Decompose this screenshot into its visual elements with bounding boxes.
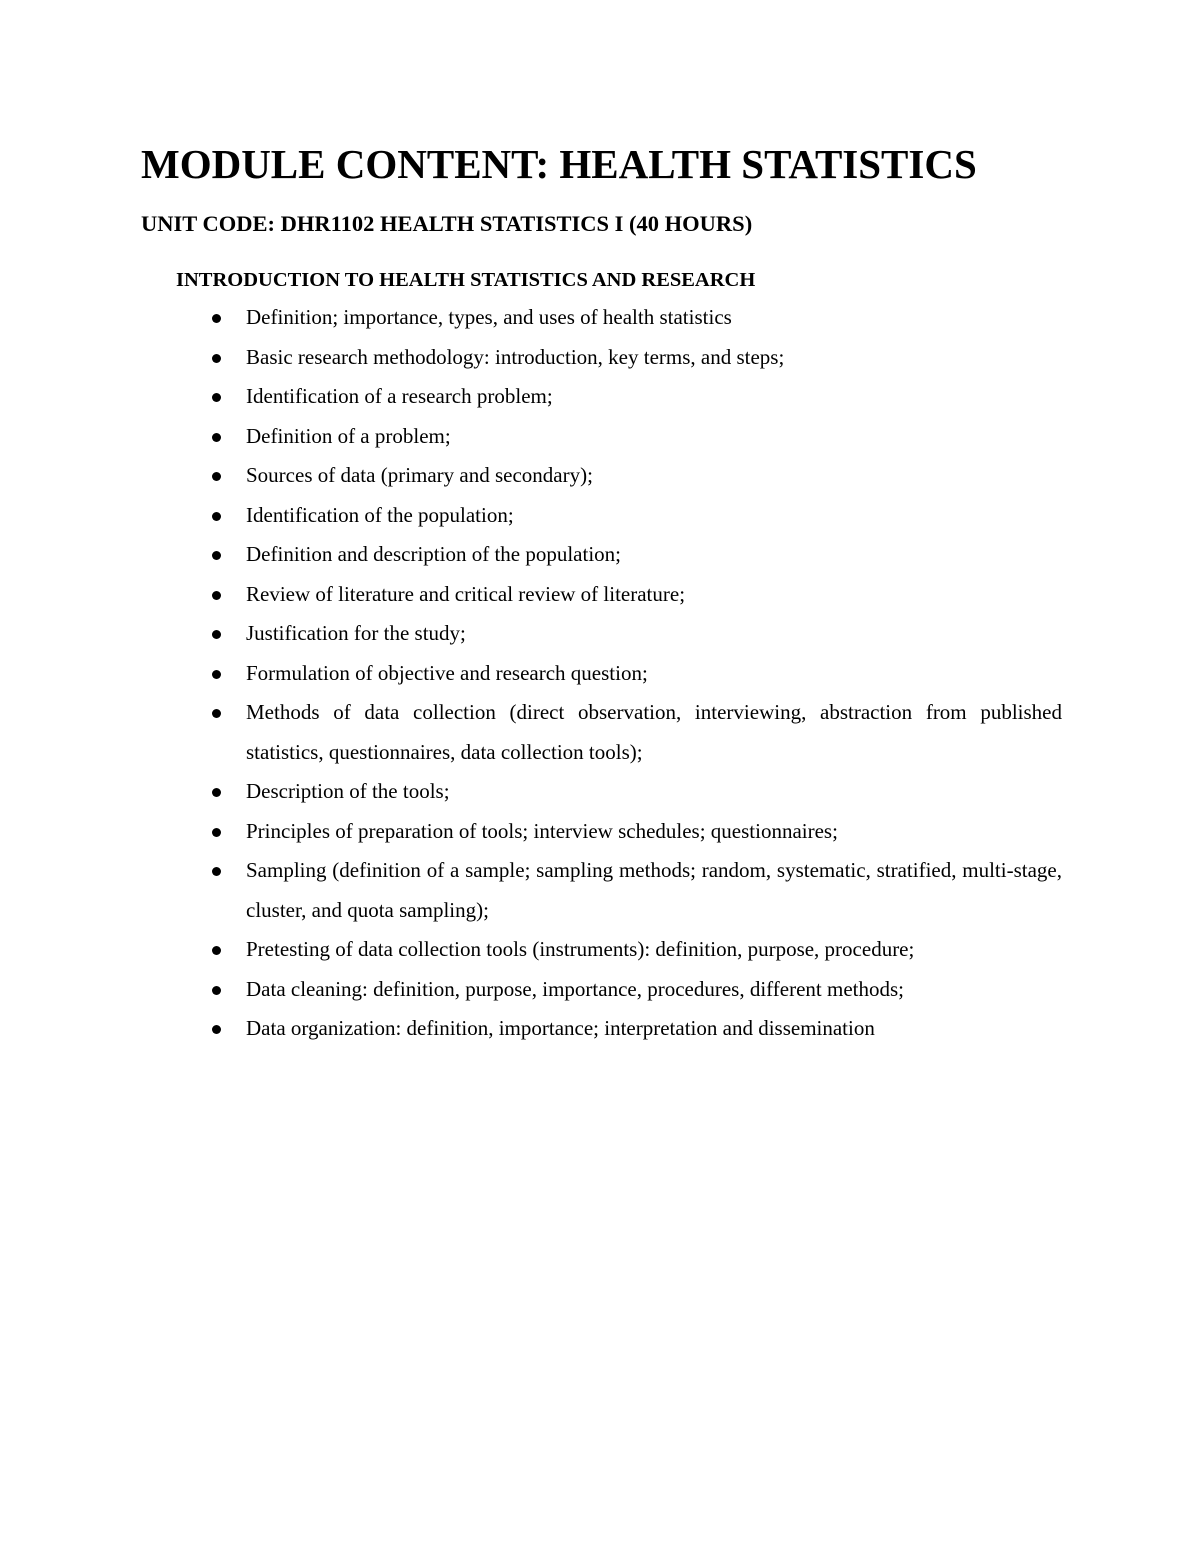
bullet-dot-icon <box>212 1025 221 1034</box>
list-item-text: Definition; importance, types, and uses of health statistics <box>246 305 732 329</box>
bullet-dot-icon <box>212 551 221 560</box>
list-item <box>204 654 1062 694</box>
list-item-text: Principles of preparation of tools; interview schedules; questionnaires; <box>246 818 838 843</box>
list-item-text: Formulation of objective and research question; <box>246 660 648 685</box>
list-item <box>204 575 1062 615</box>
bullet-dot-icon <box>212 946 221 955</box>
list-item <box>204 930 1062 970</box>
list-item <box>204 772 1062 812</box>
list-item-text: Basic research methodology: introduction, key terms, and steps; <box>246 344 785 369</box>
list-item <box>204 298 1062 338</box>
bullet-dot-icon <box>212 591 221 600</box>
bullet-dot-icon <box>212 828 221 837</box>
list-item <box>204 970 1062 1010</box>
list-item-text: Methods of data collection (direct observation, interviewing, abstraction from published statistics, questionnaires, data collection tools); <box>246 700 1062 764</box>
list-item <box>204 614 1062 654</box>
bullet-dot-icon <box>212 709 221 718</box>
list-item-text: Definition and description of the population; <box>246 542 622 566</box>
list-item-text: Sources of data (primary and secondary); <box>246 463 593 487</box>
list-item <box>204 535 1062 575</box>
bullet-dot-icon <box>212 354 221 363</box>
bullet-dot-icon <box>212 630 221 639</box>
bullet-dot-icon <box>212 314 221 323</box>
list-item-text: Identification of a research problem; <box>246 384 553 408</box>
bullet-dot-icon <box>212 867 221 876</box>
list-item-text: Identification of the population; <box>246 502 514 527</box>
list-item <box>204 812 1062 852</box>
list-item-text: Review of literature and critical review of literature; <box>246 581 686 606</box>
bullet-dot-icon <box>212 433 221 442</box>
bullet-dot-icon <box>212 512 221 521</box>
list-item <box>204 377 1062 417</box>
topic-list <box>204 298 1062 1049</box>
list-item <box>204 851 1062 930</box>
list-item-text: Data cleaning: definition, purpose, importance, procedures, different methods; <box>246 976 904 1001</box>
list-item <box>204 496 1062 536</box>
bullet-dot-icon <box>212 472 221 481</box>
bullet-dot-icon <box>212 393 221 402</box>
list-item-text: Data organization: definition, importance; interpretation and dissemination <box>246 1016 875 1040</box>
bullet-dot-icon <box>212 986 221 995</box>
list-item-text: Justification for the study; <box>246 621 466 645</box>
list-item-text: Description of the tools; <box>246 779 450 803</box>
bullet-dot-icon <box>212 670 221 679</box>
list-item <box>204 417 1062 457</box>
list-item <box>204 456 1062 496</box>
bullet-dot-icon <box>212 788 221 797</box>
page-title: MODULE CONTENT: HEALTH STATISTICS <box>141 141 977 187</box>
list-item <box>204 338 1062 378</box>
list-item-text: Definition of a problem; <box>246 423 451 448</box>
list-item-text: Sampling (definition of a sample; sampling methods; random, systematic, stratified, multi-stage, cluster, and quota sampling); <box>246 858 1062 922</box>
section-heading: INTRODUCTION TO HEALTH STATISTICS AND RESEARCH <box>176 269 756 291</box>
list-item <box>204 693 1062 772</box>
unit-code-heading: UNIT CODE: DHR1102 HEALTH STATISTICS I (40 HOURS) <box>141 211 753 236</box>
list-item <box>204 1009 1062 1049</box>
list-item-text: Pretesting of data collection tools (instruments): definition, purpose, procedure; <box>246 937 915 961</box>
